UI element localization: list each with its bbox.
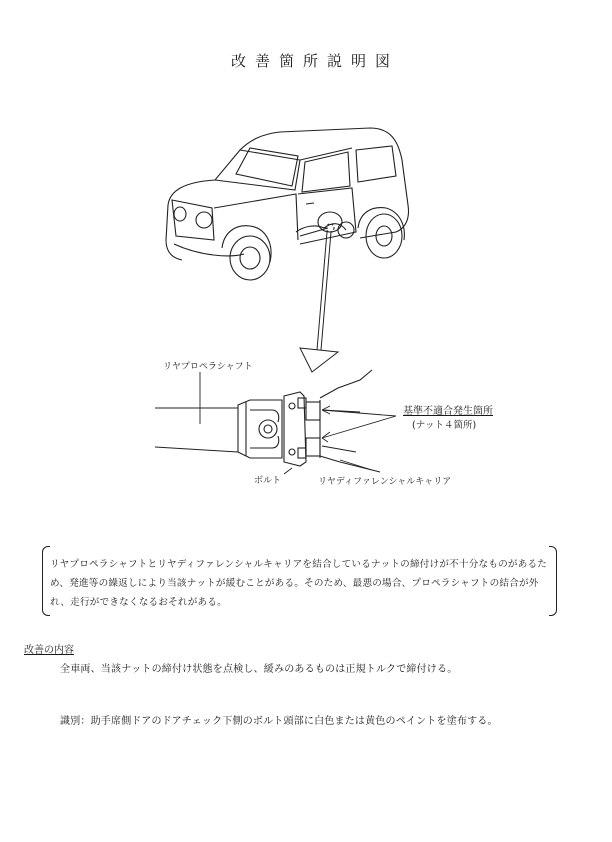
shaft-label: リヤプロペラシャフト — [163, 362, 253, 372]
carrier-label: リヤディファレンシャルキャリア — [318, 477, 452, 487]
identification-text: 識別：助手席側ドアのドアチェック下側のボルト頭部に白色または黄色のペイントを塗布する。 — [60, 716, 498, 727]
shaft-closeup — [155, 370, 380, 472]
defect-description — [50, 555, 556, 612]
improvement-body: 全車両、当該ナットの締付け状態を点検し、緩みのあるものは正規トルクで締付ける。 — [60, 664, 458, 675]
notice-bracket-left — [42, 546, 50, 616]
bolt-label: ボルト — [254, 476, 282, 486]
defect-location-label: 基準不適合発生箇所 — [403, 406, 493, 417]
nut-count-label: (ナット４箇所) — [412, 420, 477, 431]
zoom-arrow — [300, 232, 338, 372]
page-title: 改善箇所説明図 — [230, 52, 399, 70]
improvement-heading: 改善の内容 — [24, 645, 74, 656]
car-illustration — [166, 128, 409, 280]
leader-lines — [200, 372, 396, 474]
defect-description-text: リヤプロペラシャフトとリヤディファレンシャルキャリアを結合しているナットの締付けが不十分なものがあるため、発進等の繰返しにより当該ナットが緩むことがある。そのため、最悪の場合、プロペラシャフトの結合が外れ、走行ができなくなるおそれがある。 — [50, 559, 548, 608]
